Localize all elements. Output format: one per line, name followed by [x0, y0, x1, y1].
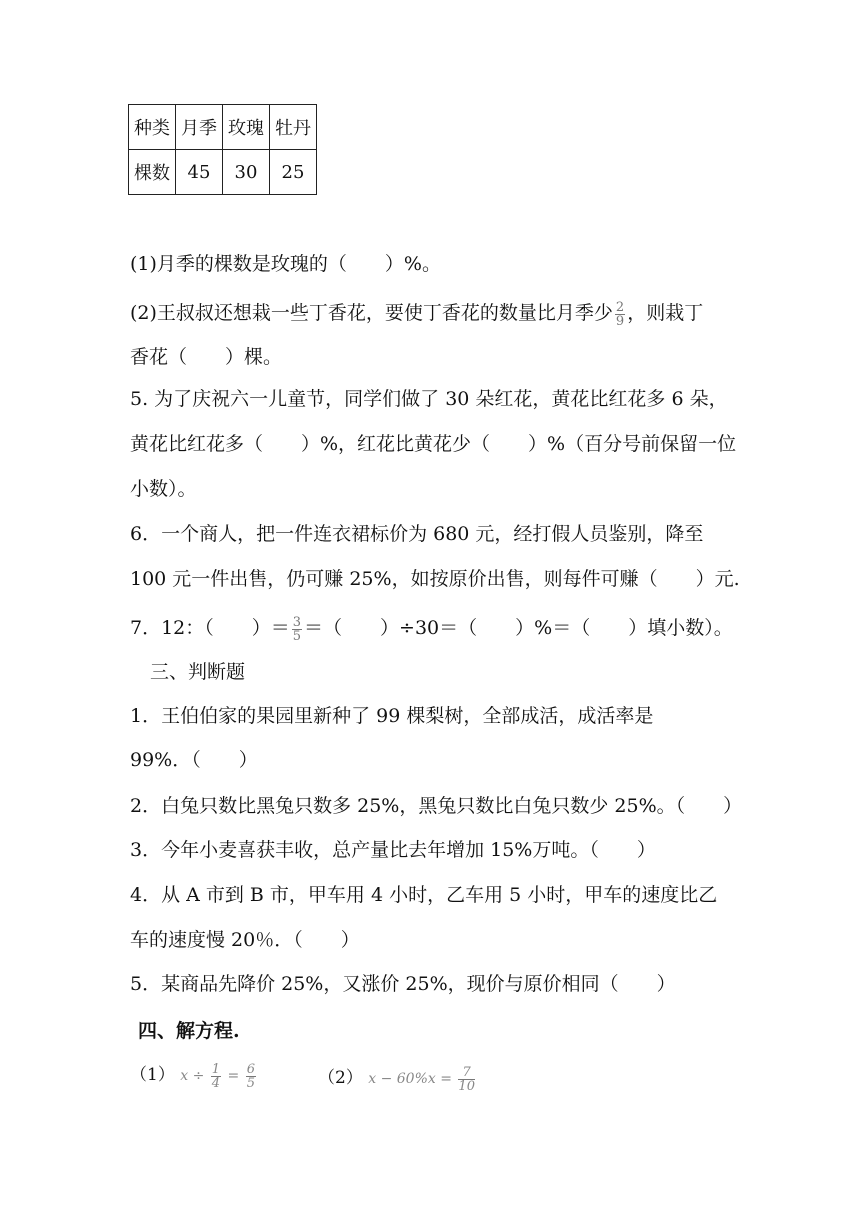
- fraction-seven-tenths: [458, 1066, 475, 1093]
- fraction-denominator: 4: [211, 1075, 221, 1091]
- fraction-numerator: 3: [292, 614, 302, 630]
- question-4-2-line2: 香花（ ）棵。: [130, 346, 283, 368]
- fraction-denominator: 5: [292, 628, 302, 644]
- fraction-three-fifths: [292, 616, 302, 643]
- question-5-line2: 黄花比红花多（ ）%，红花比黄花少（ ）%（百分号前保留一位: [130, 433, 737, 455]
- question-6-line2: 100 元一件出售，仍可赚 25%，如按原价出售，则每件可赚（ ）元.: [130, 568, 740, 590]
- fraction-numerator: 6: [246, 1061, 255, 1077]
- question-4-2-line1: [130, 300, 703, 328]
- equation-label: （1）: [130, 1065, 175, 1085]
- question-6-line1: 6．一个商人，把一件连衣裙标价为 680 元，经打假人员鉴别，降至: [130, 523, 704, 545]
- fraction-denominator: 5: [246, 1075, 255, 1091]
- flower-count-table: [128, 104, 317, 195]
- table-cell: 30: [223, 150, 270, 195]
- judgment-5: 5．某商品先降价 25%，又涨价 25%，现价与原价相同（ ）: [130, 973, 676, 995]
- question-text: (2)王叔叔还想栽一些丁香花，要使丁香花的数量比月季少: [130, 302, 613, 324]
- question-5-line3: 小数）。: [130, 478, 197, 500]
- table-cell: 玫瑰: [223, 105, 270, 150]
- fraction-denominator: 9: [615, 313, 625, 329]
- equation-2: [318, 1063, 477, 1094]
- table-cell: 45: [176, 150, 223, 195]
- judgment-1-line2: 99%．（ ）: [130, 749, 258, 771]
- section-heading-equations: 四、解方程.: [138, 1020, 240, 1042]
- fraction-one-quarter: [211, 1063, 221, 1090]
- equation-1: [130, 1060, 258, 1091]
- fraction-numerator: 1: [211, 1061, 221, 1077]
- table-cell: 种类: [129, 105, 176, 150]
- question-text: ，则栽丁: [627, 302, 704, 324]
- equals-sign: =: [227, 1068, 240, 1084]
- judgment-1-line1: 1．王伯伯家的果园里新种了 99 棵梨树，全部成活，成活率是: [130, 705, 654, 727]
- judgment-3: 3．今年小麦喜获丰收，总产量比去年增加 15%万吨。（ ）: [130, 839, 656, 861]
- table-cell: 棵数: [129, 150, 176, 195]
- question-4-1: (1)月季的棵数是玫瑰的（ ）%。: [130, 253, 441, 275]
- equation-text: x ÷: [180, 1068, 205, 1084]
- table-row: [129, 105, 317, 150]
- question-text: ＝（ ）÷30＝（ ）%＝（ ）填小数）。: [304, 617, 733, 639]
- fraction-denominator: 10: [458, 1078, 475, 1094]
- question-5-line1: 5. 为了庆祝六一儿童节，同学们做了 30 朵红花，黄花比红花多 6 朵，: [130, 388, 728, 410]
- judgment-4-line1: 4．从 A 市到 B 市，甲车用 4 小时，乙车用 5 小时，甲车的速度比乙: [130, 884, 718, 906]
- section-heading-judgment: 三、判断题: [150, 661, 246, 683]
- equation-label: （2）: [318, 1068, 363, 1088]
- fraction-six-fifths: [246, 1063, 256, 1090]
- table-cell: 月季: [176, 105, 223, 150]
- equation-expression: [368, 1064, 477, 1094]
- table-cell: 25: [270, 150, 317, 195]
- table-row: [129, 150, 317, 195]
- judgment-2: 2．白兔只数比黑兔只数多 25%，黑兔只数比白兔只数少 25%。（ ）: [130, 795, 743, 817]
- fraction-two-ninths: [615, 301, 625, 328]
- table-cell: 牡丹: [270, 105, 317, 150]
- equation-text: x − 60%x =: [368, 1071, 452, 1087]
- equation-expression: [180, 1061, 258, 1091]
- question-7: [130, 615, 733, 643]
- fraction-numerator: 2: [615, 299, 625, 315]
- fraction-numerator: 7: [458, 1066, 475, 1080]
- judgment-4-line2: 车的速度慢 20％．（ ）: [130, 929, 360, 951]
- question-text: 7．12：（ ）＝: [130, 617, 290, 639]
